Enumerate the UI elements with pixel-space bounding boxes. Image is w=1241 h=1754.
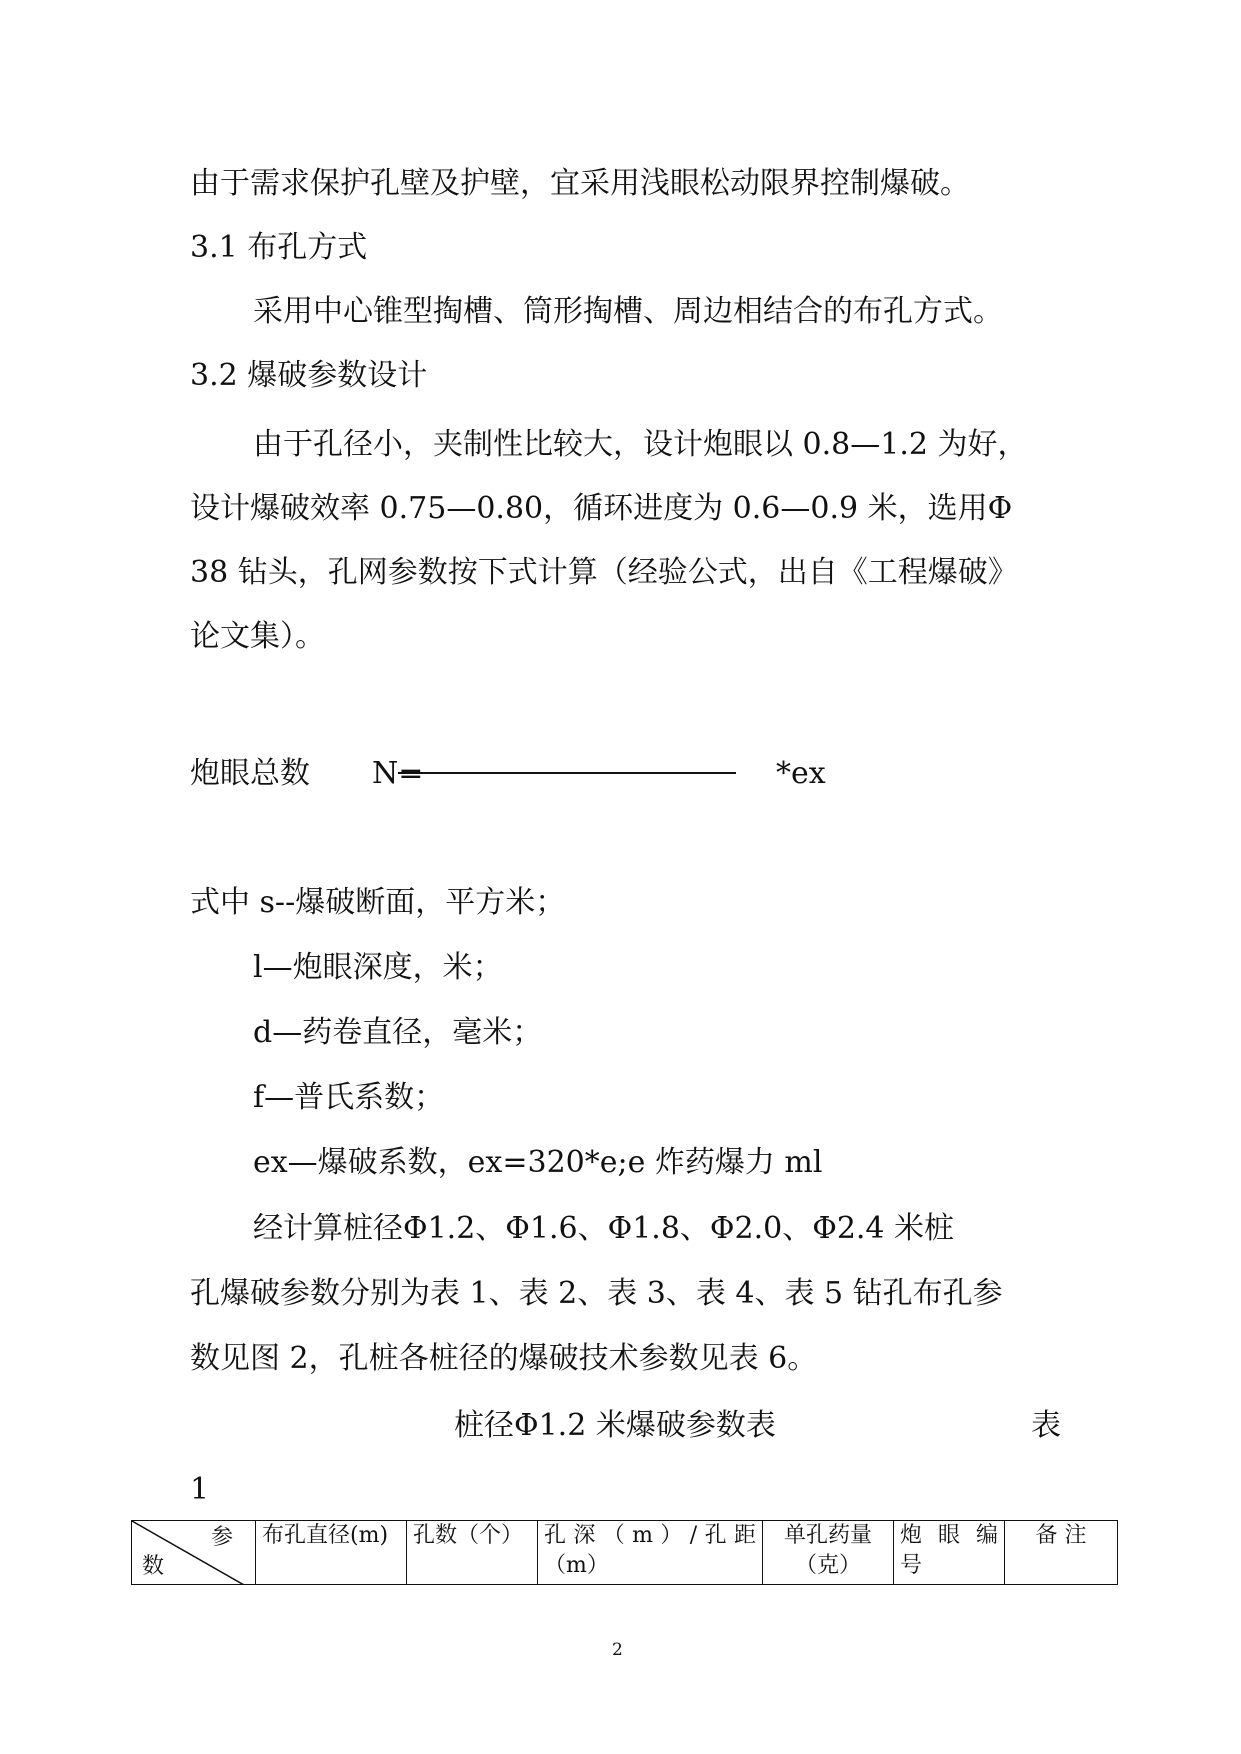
blasting-parameter-table [131,1520,1118,1585]
header-count: 孔数（个） [407,1521,538,1585]
corner-header-top: 参 [210,1525,233,1550]
fraction-bar [398,772,736,774]
header-charge [763,1521,894,1585]
header-depth [538,1521,763,1585]
formula-label: 炮眼总数 [190,756,310,791]
definition-s: 式中 s--爆破断面，平方米； [190,885,566,920]
definition-l: l—炮眼深度，米； [253,950,503,985]
definition-d: d—药卷直径，毫米； [253,1015,543,1050]
corner-header-cell [132,1521,256,1585]
page-number: 2 [612,1640,623,1660]
header-remark: 备 注 [1005,1521,1118,1585]
header-hole-number-line-2: 号 [900,1553,923,1578]
header-hole-number [894,1521,1005,1585]
calc-line-2: 孔爆破参数分别为表 1、表 2、表 3、表 4、表 5 钻孔布孔参 [190,1276,1003,1311]
header-depth-line-1: 孔深（m）/孔距 [544,1523,756,1548]
table-caption-number: 1 [190,1472,210,1507]
formula-factor: *ex [776,756,826,791]
header-hole-number-line-1: 炮眼编 [900,1523,998,1548]
heading-3-1: 3.1 布孔方式 [190,230,368,265]
header-charge-line-1: 单孔药量 [783,1523,872,1548]
table-caption-tag: 表 [1031,1408,1061,1443]
paragraph-3-line-1: 由于孔径小，夹制性比较大，设计炮眼以 0.8—1.2 为好， [253,427,1028,462]
header-depth-line-2: （m） [544,1553,609,1578]
calc-line-3: 数见图 2，孔桩各桩径的爆破技术参数见表 6。 [190,1341,818,1376]
table-header-row [132,1521,1118,1585]
header-diameter: 布孔直径(m) [256,1521,407,1585]
calc-line-1: 经计算桩径Φ1.2、Φ1.6、Φ1.8、Φ2.0、Φ2.4 米桩 [253,1211,955,1246]
heading-3-2: 3.2 爆破参数设计 [190,358,428,393]
paragraph-3-line-4: 论文集）。 [190,619,325,654]
paragraph-3-line-3: 38 钻头，孔网参数按下式计算（经验公式，出自《工程爆破》 [190,555,1018,590]
definition-f: f—普氏系数； [253,1080,445,1115]
paragraph-2: 采用中心锥型掏槽、筒形掏槽、周边相结合的布孔方式。 [253,294,1003,329]
paragraph-3-line-2: 设计爆破效率 0.75—0.80，循环进度为 0.6—0.9 米，选用Φ [190,491,1013,526]
paragraph-1: 由于需求保护孔壁及护壁，宜采用浅眼松动限界控制爆破。 [190,166,970,201]
formula-lhs: N= [372,756,424,791]
table-caption-title: 桩径Φ1.2 米爆破参数表 [454,1408,776,1443]
definition-ex: ex—爆破系数，ex=320*e;e 炸药爆力 ml [253,1145,823,1180]
header-charge-line-2: （克） [794,1553,861,1578]
corner-header-bottom: 数 [142,1554,165,1579]
